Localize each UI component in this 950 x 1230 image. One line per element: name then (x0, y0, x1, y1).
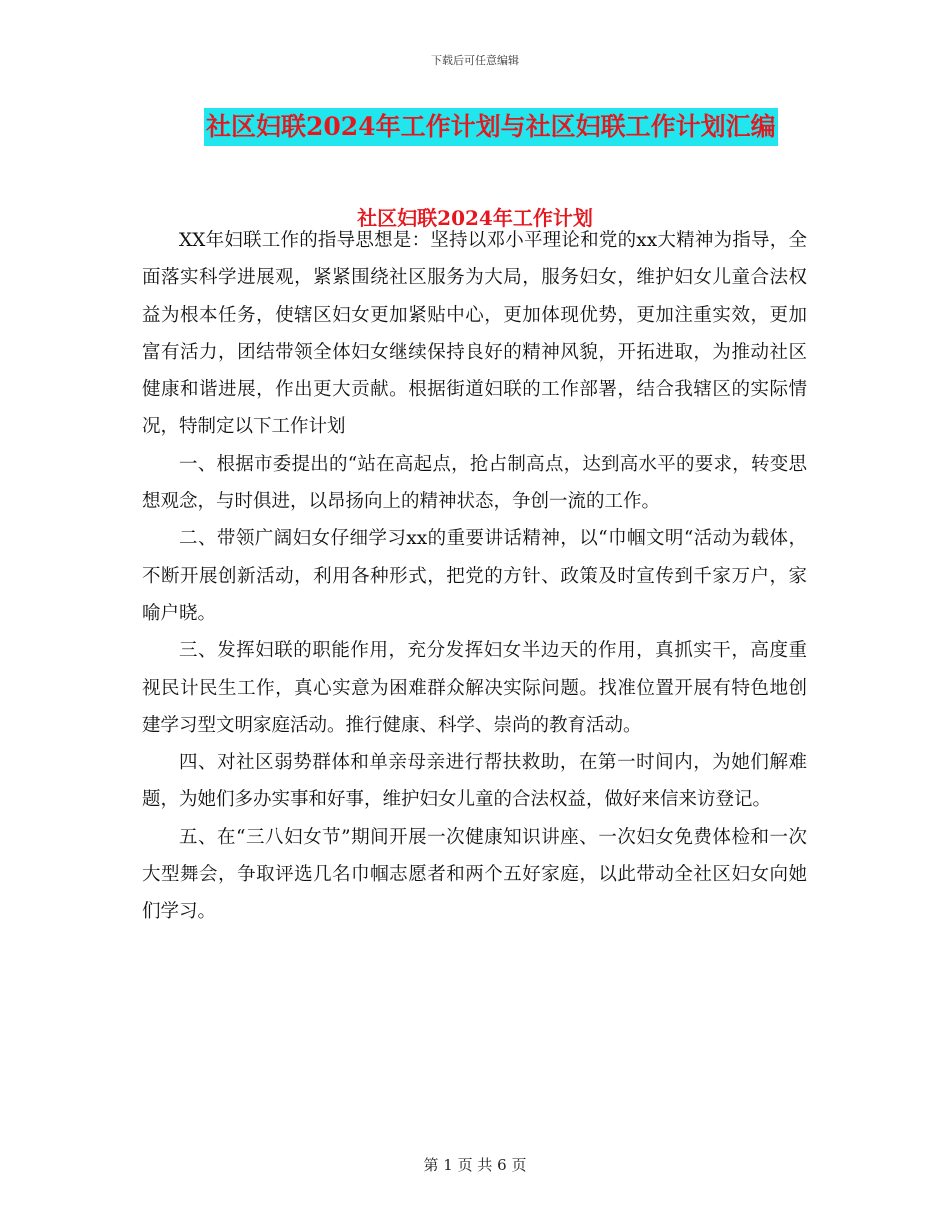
header-note: 下载后可任意编辑 (431, 54, 519, 67)
page-footer: 第 1 页 共 6 页 (423, 1156, 527, 1174)
paragraph-item-5: 五、在“三八妇女节”期间开展一次健康知识讲座、一次妇女免费体检和一次大型舞会，争取评选几名巾帼志愿者和两个五好家庭，以此带动全社区妇女向她们学习。 (142, 826, 807, 923)
document-title: 社区妇联2024年工作计划与社区妇联工作计划汇编 (204, 108, 778, 146)
section-title: 社区妇联2024年工作计划 (357, 206, 593, 230)
paragraph-item-3: 三、发挥妇联的职能作用，充分发挥妇女半边天的作用，真抓实干，高度重视民计民生工作，真心实意为困难群众解决实际问题。找准位置开展有特色地创建学习型文明家庭活动。推行健康、科学、崇尚的教育活动。 (142, 640, 807, 736)
paragraph-item-1: 一、根据市委提出的“站在高起点，抢占制高点，达到高水平的要求，转变思想观念，与时俱进，以昂扬向上的精神状态，争创一流的工作。 (142, 453, 807, 513)
document-body (142, 222, 807, 931)
paragraph-guiding-thought: XX年妇联工作的指导思想是：坚持以邓小平理论和党的xx大精神为指导，全面落实科学进展观，紧紧围绕社区服务为大局，服务妇女，维护妇女儿童合法权益为根本任务，使辖区妇女更加紧贴中心，更加体现优势，更加注重实效，更加富有活力，团结带领全体妇女继续保持良好的精神风貌，开拓进取，为推动社区健康和谐进展，作出更大贡献。根据街道妇联的工作部署，结合我辖区的实际情况，特制定以下工作计划 (142, 230, 807, 438)
paragraph-item-2: 二、带领广阔妇女仔细学习xx的重要讲话精神，以“巾帼文明“活动为载体，不断开展创新活动，利用各种形式，把党的方针、政策及时宣传到千家万户，家喻户晓。 (142, 528, 807, 624)
paragraph-item-4: 四、对社区弱势群体和单亲母亲进行帮扶救助，在第一时间内，为她们解难题，为她们多办实事和好事，维护妇女儿童的合法权益，做好来信来访登记。 (142, 752, 807, 811)
